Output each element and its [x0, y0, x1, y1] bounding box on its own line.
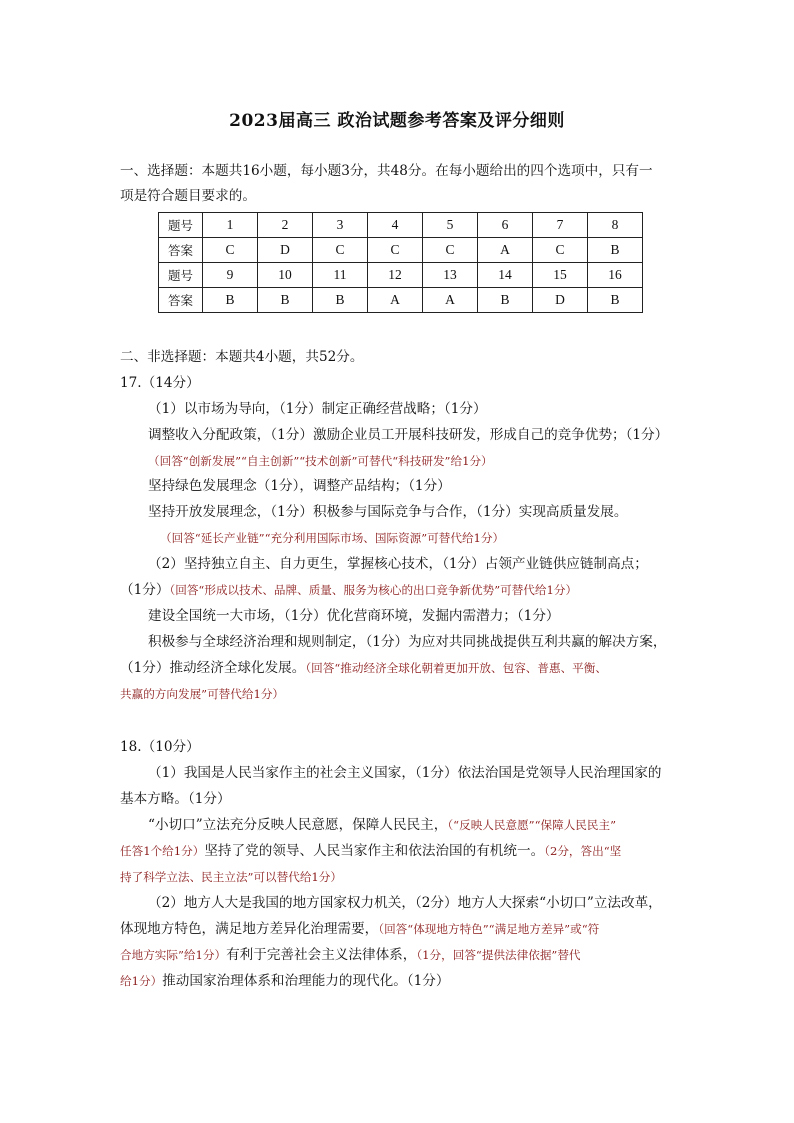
answer-table-cell: A: [478, 238, 533, 263]
answer-table-cell: D: [533, 288, 588, 313]
answer-table-cell: 8: [588, 213, 643, 238]
q17-line6-score: （1分）: [120, 582, 170, 598]
q18-line7-note: （回答“体现地方特色”“满足地方差异”或“符: [378, 922, 600, 936]
q17-note1: （回答“创新发展”“自主创新”“技术创新”可替代“科技研发”给1分）: [148, 454, 493, 468]
q18-line3: [148, 815, 616, 835]
q18-header: 18.（10分）: [120, 739, 200, 755]
q17-line7: 建设全国统一大市场，（1分）优化营商环境，发掘内需潜力；（1分）: [148, 608, 560, 624]
q17-line5: （2）坚持独立自主、自力更生，掌握核心技术，（1分）占领产业链供应链制高点；: [148, 556, 648, 572]
answer-table-cell: 4: [368, 213, 423, 238]
answer-table-cell: C: [313, 238, 368, 263]
answer-table-cell: 1: [203, 213, 258, 238]
q18-line9-note: 给1分）: [120, 974, 163, 988]
q17-line9: [120, 658, 607, 678]
answer-table-cell: B: [203, 288, 258, 313]
q18-line4-score-note: （2分，答出“坚: [544, 844, 622, 858]
answer-table-cell: C: [368, 238, 423, 263]
answer-table-cell: A: [368, 288, 423, 313]
answer-table-cell: C: [423, 238, 478, 263]
q18-line8: [120, 945, 581, 965]
answer-table-cell: 3: [313, 213, 368, 238]
q18-line5-note: 持了科学立法、民主立法”可以替代给1分）: [120, 870, 342, 884]
q18-line2: 基本方略。（1分）: [120, 791, 231, 807]
q18-line9-text: 推动国家治理体系和治理能力的现代化。（1分）: [162, 973, 450, 989]
q17-line8: 积极参与全球经济治理和规则制定，（1分）为应对共同挑战提供互利共赢的解决方案，: [148, 634, 667, 650]
q18-line3-text: “小切口”立法充分反映人民意愿，保障人民民主，: [148, 817, 448, 833]
answer-table-row: [159, 263, 643, 288]
answer-table-cell: 9: [203, 263, 258, 288]
answer-table-cell: 10: [258, 263, 313, 288]
q18-line8-text: 有利于完善社会主义法律体系，: [226, 947, 417, 963]
q17-line10-note: 共赢的方向发展”可替代给1分）: [120, 687, 285, 701]
answer-table-cell: 6: [478, 213, 533, 238]
q17-note2: （回答“延长产业链”“充分利用国际市场、国际资源”可替代给1分）: [160, 531, 505, 545]
answer-table-cell: 13: [423, 263, 478, 288]
answer-table-cell: B: [478, 288, 533, 313]
answer-table-row-label: 答案: [159, 288, 203, 313]
answer-table-cell: C: [533, 238, 588, 263]
answer-table-cell: 14: [478, 263, 533, 288]
answer-table-cell: B: [588, 238, 643, 263]
answer-table-cell: D: [258, 238, 313, 263]
q17-line2: 调整收入分配政策，（1分）激励企业员工开展科技研发，形成自己的竞争优势；（1分）: [148, 427, 669, 443]
q17-header: 17.（14分）: [120, 375, 200, 391]
answer-table-row-label: 题号: [159, 263, 203, 288]
q18-line4: [120, 841, 621, 861]
q18-line4-text: 坚持了党的领导、人民当家作主和依法治国的有机统一。: [204, 843, 545, 859]
q17-line1: （1）以市场为导向，（1分）制定正确经营战略；（1分）: [148, 401, 487, 417]
page-title: 2023届高三 政治试题参考答案及评分细则: [229, 111, 565, 131]
section1-intro-line1: 一、选择题：本题共16小题，每小题3分，共48分。在每小题给出的四个选项中，只有一: [120, 163, 653, 179]
section1-intro-line2: 项是符合题目要求的。: [120, 188, 256, 204]
q17-line6: [120, 580, 577, 600]
answer-table-cell: A: [423, 288, 478, 313]
answer-table-row-label: 答案: [159, 238, 203, 263]
answer-table-row: [159, 213, 643, 238]
answer-table-row-label: 题号: [159, 213, 203, 238]
q17-line9-text: （1分）推动经济全球化发展。: [120, 660, 306, 676]
answer-table-cell: 12: [368, 263, 423, 288]
q18-line6: （2）地方人大是我国的地方国家权力机关，（2分）地方人大探索“小切口”立法改革，: [148, 895, 662, 911]
answer-table: [158, 212, 643, 313]
answer-table-cell: 5: [423, 213, 478, 238]
answer-table-cell: 15: [533, 263, 588, 288]
answer-table-cell: C: [203, 238, 258, 263]
q17-line9-note: （回答“推动经济全球化朝着更加开放、包容、普惠、平衡、: [305, 661, 607, 675]
q17-line4: 坚持开放发展理念，（1分）积极参与国际竞争与合作，（1分）实现高质量发展。: [148, 504, 628, 520]
q18-line1: （1）我国是人民当家作主的社会主义国家，（1分）依法治国是党领导人民治理国家的: [148, 765, 662, 781]
answer-table-cell: 11: [313, 263, 368, 288]
q18-line9: [120, 971, 450, 991]
q18-line8-note: 合地方实际”给1分）: [120, 948, 227, 962]
q18-line3-note: （“反映人民意愿”“保障人民民主”: [447, 818, 617, 832]
answer-table-cell: 2: [258, 213, 313, 238]
answer-table-cell: B: [258, 288, 313, 313]
answer-table-cell: B: [313, 288, 368, 313]
answer-table-cell: B: [588, 288, 643, 313]
answer-table-row: [159, 288, 643, 313]
answer-table-row: [159, 238, 643, 263]
section2-header: 二、非选择题：本题共4小题，共52分。: [120, 349, 364, 365]
answer-table-cell: 16: [588, 263, 643, 288]
q17-line6-note: （回答“形成以技术、品牌、质量、服务为核心的出口竞争新优势”可替代给1分）: [169, 583, 578, 597]
answer-table-cell: 7: [533, 213, 588, 238]
q18-line8-score-note: （1分，回答“提供法律依据”替代: [416, 948, 581, 962]
q18-line4-note: 任答1个给1分）: [120, 844, 205, 858]
q18-line7: [120, 919, 599, 939]
q18-line7-text: 体现地方特色，满足地方差异化治理需要，: [120, 921, 379, 937]
q17-line3: 坚持绿色发展理念（1分），调整产品结构；（1分）: [148, 478, 451, 494]
